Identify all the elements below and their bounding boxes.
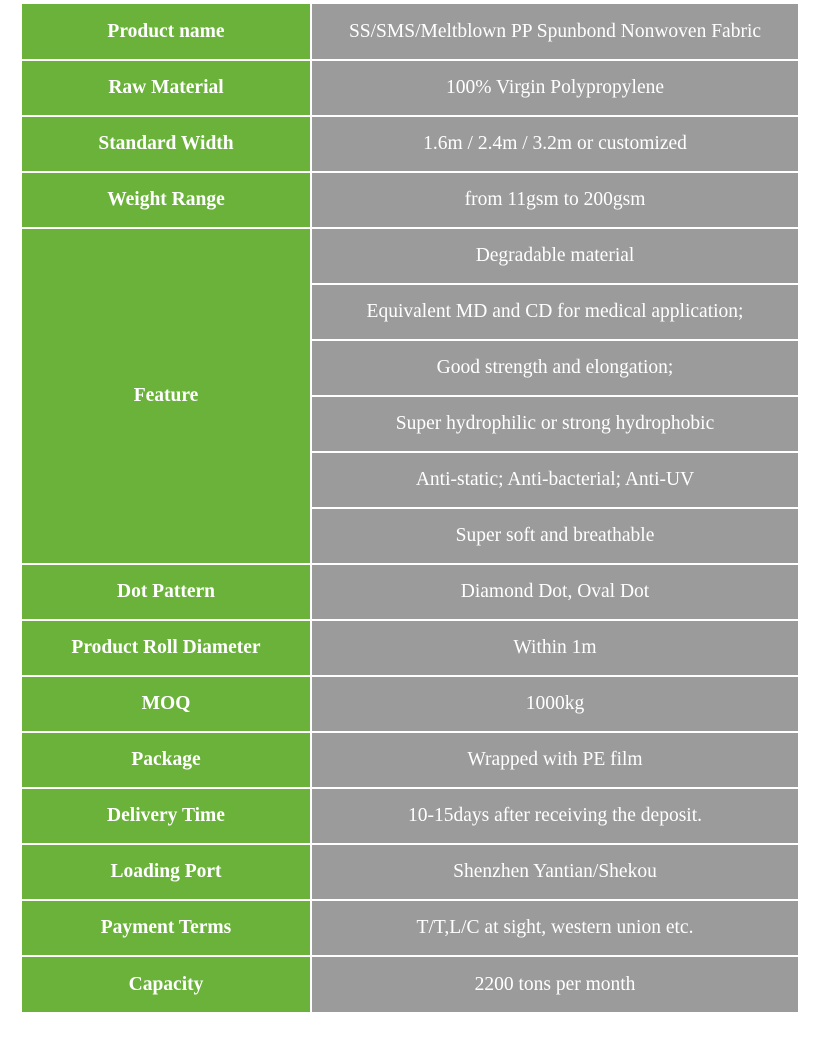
- delivery-time-value: 10-15days after receiving the deposit.: [311, 788, 798, 844]
- weight-range-label: Weight Range: [22, 172, 311, 228]
- table-row-moq: [22, 676, 798, 732]
- moq-label: MOQ: [22, 676, 311, 732]
- table-row-dot-pattern: [22, 564, 798, 620]
- package-value: Wrapped with PE film: [311, 732, 798, 788]
- roll-diameter-value: Within 1m: [311, 620, 798, 676]
- raw-material-value: 100% Virgin Polypropylene: [311, 60, 798, 116]
- feature-label: Feature: [22, 228, 311, 564]
- moq-value: 1000kg: [311, 676, 798, 732]
- standard-width-value: 1.6m / 2.4m / 3.2m or customized: [311, 116, 798, 172]
- table-row-payment-terms: [22, 900, 798, 956]
- standard-width-label: Standard Width: [22, 116, 311, 172]
- table-row-feature: [22, 228, 798, 284]
- raw-material-label: Raw Material: [22, 60, 311, 116]
- table-row-raw-material: [22, 60, 798, 116]
- feature-value: Equivalent MD and CD for medical application;: [311, 284, 798, 340]
- dot-pattern-label: Dot Pattern: [22, 564, 311, 620]
- table-row-weight-range: [22, 172, 798, 228]
- table-row-roll-diameter: [22, 620, 798, 676]
- loading-port-value: Shenzhen Yantian/Shekou: [311, 844, 798, 900]
- feature-value: Good strength and elongation;: [311, 340, 798, 396]
- loading-port-label: Loading Port: [22, 844, 311, 900]
- weight-range-value: from 11gsm to 200gsm: [311, 172, 798, 228]
- roll-diameter-label: Product Roll Diameter: [22, 620, 311, 676]
- feature-value: Degradable material: [311, 228, 798, 284]
- product-name-label: Product name: [22, 4, 311, 60]
- dot-pattern-value: Diamond Dot, Oval Dot: [311, 564, 798, 620]
- table-row-loading-port: [22, 844, 798, 900]
- table-row-delivery-time: [22, 788, 798, 844]
- capacity-label: Capacity: [22, 956, 311, 1012]
- table-row-product-name: [22, 4, 798, 60]
- feature-value: Super soft and breathable: [311, 508, 798, 564]
- table-row-capacity: [22, 956, 798, 1012]
- feature-value: Anti-static; Anti-bacterial; Anti-UV: [311, 452, 798, 508]
- package-label: Package: [22, 732, 311, 788]
- product-name-value: SS/SMS/Meltblown PP Spunbond Nonwoven Fabric: [311, 4, 798, 60]
- payment-terms-value: T/T,L/C at sight, western union etc.: [311, 900, 798, 956]
- delivery-time-label: Delivery Time: [22, 788, 311, 844]
- product-spec-table: [22, 4, 798, 1012]
- capacity-value: 2200 tons per month: [311, 956, 798, 1012]
- table-row-package: [22, 732, 798, 788]
- table-row-standard-width: [22, 116, 798, 172]
- feature-value: Super hydrophilic or strong hydrophobic: [311, 396, 798, 452]
- payment-terms-label: Payment Terms: [22, 900, 311, 956]
